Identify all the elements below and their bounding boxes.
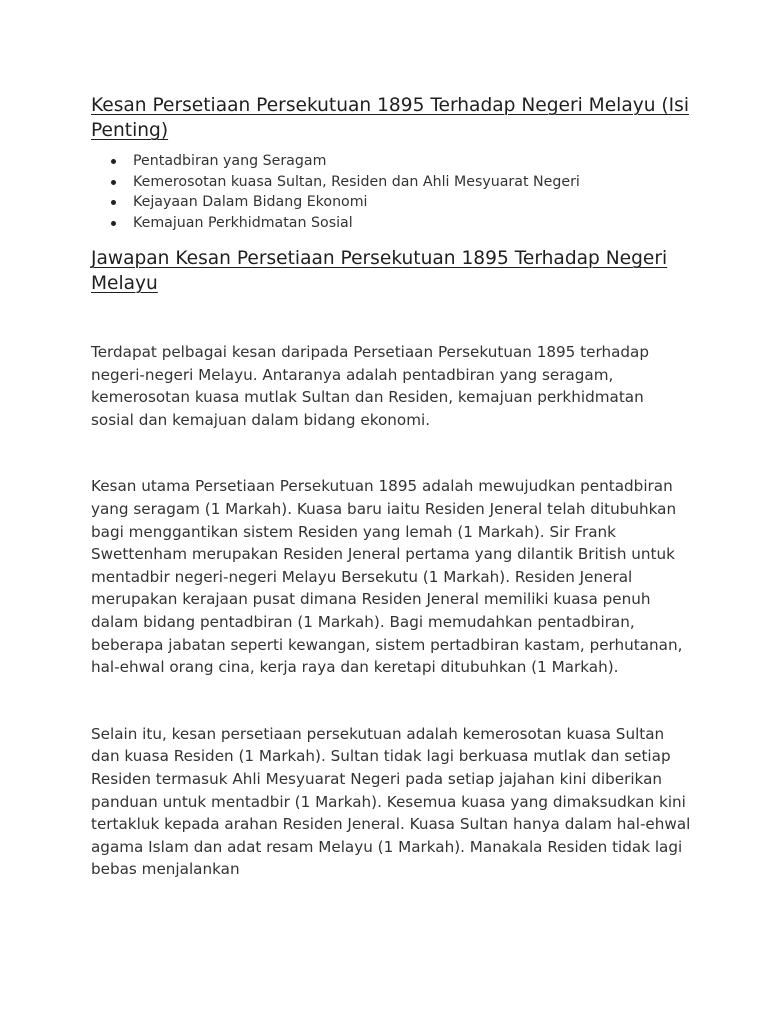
list-item-text: Kejayaan Dalam Bidang Ekonomi bbox=[133, 194, 368, 210]
list-item-text: Pentadbiran yang Seragam bbox=[133, 153, 327, 169]
list-item bbox=[133, 172, 691, 193]
bullet-dot-icon bbox=[111, 221, 116, 226]
bullet-dot-icon bbox=[111, 159, 116, 164]
list-item bbox=[133, 213, 691, 234]
paragraph-kemerosotan: Selain itu, kesan persetiaan persekutuan adalah kemerosotan kuasa Sultan dan kuasa Residen (1 Markah). Sultan tidak lagi berkuasa mutlak dan setiap Residen termasuk Ahli Mesyuarat Negeri pada setiap jajahan kini diberikan panduan untuk mentadbir (1 Markah). Kesemua kuasa yang dimaksudkan kini tertakluk kepada arahan Residen Jeneral. Kuasa Sultan hanya dalam hal-ehwal agama Islam dan adat resam Melayu (1 Markah). Manakala Residen tidak lagi bebas menjalankan bbox=[91, 724, 691, 879]
key-points-list bbox=[91, 151, 691, 233]
list-item-text: Kemajuan Perkhidmatan Sosial bbox=[133, 214, 353, 231]
bullet-dot-icon bbox=[111, 200, 116, 205]
document-page bbox=[91, 93, 691, 881]
paragraph-pentadbiran: Kesan utama Persetiaan Persekutuan 1895 adalah mewujudkan pentadbiran yang seragam (1 Markah). Kuasa baru iaitu Residen Jeneral telah ditubuhkan bagi menggantikan sistem Residen yang lemah (1 Markah). Sir Frank Swettenham merupakan Residen Jeneral pertama yang dilantik British untuk mentadbir negeri-negeri Melayu Bersekutu (1 Markah). Residen Jeneral merupakan kerajaan pusat dimana Residen Jeneral memiliki kuasa penuh dalam bidang pentadbiran (1 Markah). Bagi memudahkan pentadbiran, beberapa jabatan seperti kewangan, sistem pertadbiran kastam, perhutanan, hal-ehwal orang cina, kerja raya dan keretapi ditubuhkan (1 Markah). bbox=[91, 477, 683, 677]
list-item bbox=[133, 192, 691, 213]
heading-isi-penting: Kesan Persetiaan Persekutuan 1895 Terhadap Negeri Melayu (Isi Penting) bbox=[91, 95, 690, 141]
heading-jawapan: Jawapan Kesan Persetiaan Persekutuan 1895 Terhadap Negeri Melayu bbox=[91, 248, 668, 294]
list-item-text: Kemerosotan kuasa Sultan, Residen dan Ahli Mesyuarat Negeri bbox=[133, 173, 580, 190]
paragraph-intro: Terdapat pelbagai kesan daripada Persetiaan Persekutuan 1895 terhadap negeri-negeri Melayu. Antaranya adalah pentadbiran yang seragam, kemerosotan kuasa mutlak Sultan dan Residen, kemajuan perkhidmatan sosial dan kemajuan dalam bidang ekonomi. bbox=[91, 343, 649, 429]
list-item bbox=[133, 151, 691, 172]
bullet-dot-icon bbox=[111, 180, 116, 185]
